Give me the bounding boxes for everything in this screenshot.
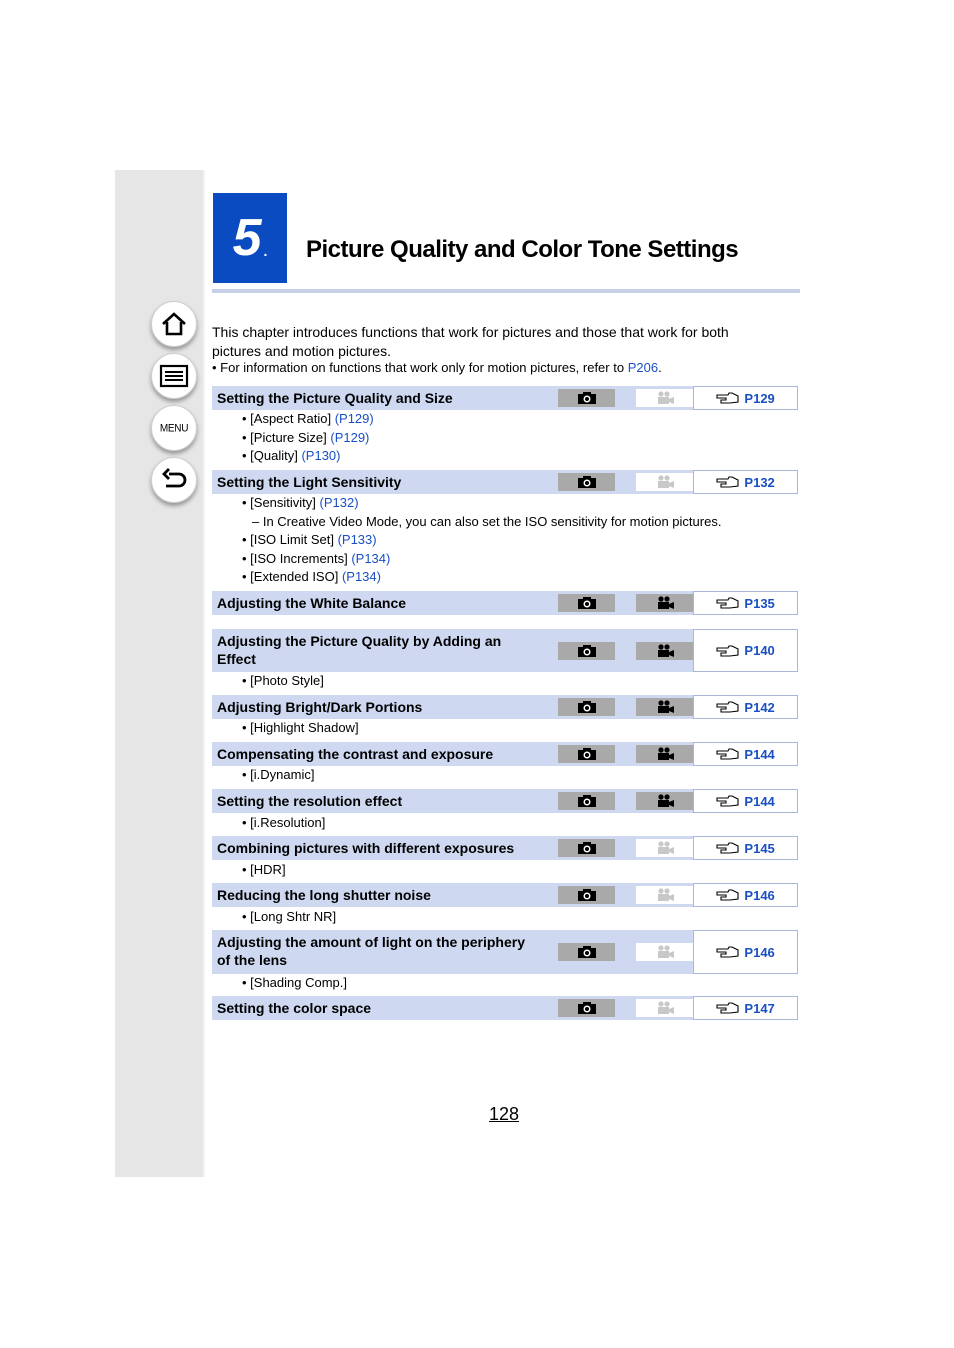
list-item (242, 551, 390, 566)
page-reference-text: P132 (744, 474, 775, 490)
section-title (212, 629, 556, 672)
list-item-link[interactable]: (P134) (341, 569, 381, 584)
list-item-label: • [ISO Increments] (242, 551, 352, 566)
section-title (212, 470, 556, 494)
camera-icon (577, 596, 597, 610)
mode-icons (556, 695, 693, 719)
page-reference-text: P142 (744, 699, 775, 715)
page-reference-icon (716, 945, 740, 959)
page-reference-icon (716, 700, 740, 714)
section-header-row (212, 836, 798, 860)
page-reference-icon (716, 888, 740, 902)
list-item-link[interactable]: (P129) (330, 430, 370, 445)
camera-icon (577, 391, 597, 405)
video-camera-icon (655, 475, 675, 489)
video-mode-indicator (636, 745, 693, 763)
video-mode-indicator (636, 594, 693, 612)
photo-mode-indicator (558, 999, 615, 1017)
list-item-label: – In Creative Video Mode, you can also set the ISO sensitivity for motion pictures. (252, 514, 722, 529)
mode-icons (556, 742, 693, 766)
page-reference-icon (716, 596, 740, 610)
page-reference-icon (716, 841, 740, 855)
list-item-label: • [Aspect Ratio] (242, 411, 335, 426)
camera-icon (577, 475, 597, 489)
list-item-link[interactable]: (P133) (337, 532, 377, 547)
list-item (242, 532, 377, 547)
sub-note (252, 514, 721, 529)
list-item (242, 720, 359, 735)
video-mode-indicator (636, 792, 693, 810)
video-camera-icon (655, 841, 675, 855)
video-camera-icon (655, 945, 675, 959)
page-reference-link[interactable] (693, 742, 798, 766)
photo-mode-indicator (558, 745, 615, 763)
list-item-label: • [HDR] (242, 862, 286, 877)
intro-note (212, 360, 662, 375)
list-item-link[interactable]: (P134) (351, 551, 391, 566)
page-reference-link[interactable] (693, 695, 798, 719)
mode-icons (556, 930, 693, 974)
video-camera-icon (655, 888, 675, 902)
section-title-text: Setting the Picture Quality and Size (217, 390, 453, 406)
page-reference-text: P140 (744, 643, 775, 658)
camera-icon (577, 841, 597, 855)
list-item (242, 411, 374, 426)
list-item (242, 495, 359, 510)
section-title-text: Combining pictures with different exposures (217, 840, 515, 856)
page-reference-text: P144 (744, 746, 775, 762)
list-item-label: • [Sensitivity] (242, 495, 320, 510)
list-item (242, 815, 325, 830)
camera-icon (577, 794, 597, 808)
video-mode-indicator (636, 943, 693, 961)
section-title (212, 930, 556, 974)
page-reference-link[interactable] (693, 470, 798, 494)
chapter-title: Picture Quality and Color Tone Settings (306, 236, 739, 263)
video-camera-icon (655, 794, 675, 808)
page-reference-link[interactable] (693, 591, 798, 615)
page-reference-icon (716, 475, 740, 489)
section-title (212, 789, 556, 813)
section-header-row (212, 386, 798, 410)
list-item (242, 975, 347, 990)
section-title (212, 742, 556, 766)
intro-note-link[interactable]: P206 (627, 360, 659, 375)
list-item-label: • [ISO Limit Set] (242, 532, 338, 547)
list-item (242, 448, 341, 463)
video-mode-indicator (636, 642, 693, 660)
section-title (212, 386, 556, 410)
page-reference-link[interactable] (693, 789, 798, 813)
video-camera-icon (655, 747, 675, 761)
video-mode-indicator (636, 839, 693, 857)
video-mode-indicator (636, 389, 693, 407)
section-title-text: Setting the color space (217, 1000, 372, 1016)
page-reference-icon (716, 391, 740, 405)
section-title (212, 836, 556, 860)
section-header-row (212, 996, 798, 1020)
section-header-row (212, 789, 798, 813)
photo-mode-indicator (558, 792, 615, 810)
page-reference-text: P147 (744, 1000, 775, 1016)
page-reference-link[interactable] (693, 629, 798, 672)
intro-line-2: pictures and motion pictures. (212, 343, 391, 359)
camera-icon (577, 747, 597, 761)
section-header-row (212, 591, 798, 615)
section-header-row (212, 629, 798, 672)
list-item-label: • [Shading Comp.] (242, 975, 347, 990)
section-header-row (212, 470, 798, 494)
chapter-number: 5 (232, 209, 262, 267)
section-title-text: Adjusting the White Balance (217, 595, 407, 611)
photo-mode-indicator (558, 698, 615, 716)
video-camera-icon (655, 700, 675, 714)
page-reference-link[interactable] (693, 836, 798, 860)
page-reference-text: P129 (744, 390, 775, 406)
page-reference-link[interactable] (693, 883, 798, 907)
intro-note-suffix: . (658, 360, 662, 375)
section-title-text: Reducing the long shutter noise (217, 887, 431, 903)
page-reference-icon (716, 644, 740, 658)
page-reference-link[interactable] (693, 386, 798, 410)
section-title-text: Compensating the contrast and exposure (217, 746, 494, 762)
section-title-text: Setting the Light Sensitivity (217, 474, 402, 490)
section-title (212, 996, 556, 1020)
photo-mode-indicator (558, 839, 615, 857)
page-reference-link[interactable] (693, 930, 798, 974)
chapter-number-dot: . (263, 243, 268, 259)
list-item (242, 862, 286, 877)
list-item-link[interactable]: (P130) (301, 448, 341, 463)
title-divider (212, 289, 800, 293)
intro-note-text: • For information on functions that work only for motion pictures, refer to (212, 360, 628, 375)
page-reference-icon (716, 794, 740, 808)
list-item (242, 430, 369, 445)
section-title (212, 591, 556, 615)
menu-button[interactable] (151, 405, 197, 451)
video-camera-icon (655, 1001, 675, 1015)
video-mode-indicator (636, 999, 693, 1017)
list-item-label: • [Highlight Shadow] (242, 720, 359, 735)
list-item-link[interactable]: (P129) (334, 411, 374, 426)
page-number: 128 (489, 1104, 520, 1124)
section-title-text: Adjusting the amount of light on the periphery (217, 934, 525, 950)
mode-icons (556, 386, 693, 410)
section-header-row (212, 930, 798, 974)
list-item-label: • [Photo Style] (242, 673, 324, 688)
video-mode-indicator (636, 698, 693, 716)
photo-mode-indicator (558, 594, 615, 612)
section-title-text-line2: of the lens (217, 952, 288, 968)
photo-mode-indicator (558, 886, 615, 904)
back-arrow-icon (160, 466, 188, 494)
section-title-text: Setting the resolution effect (217, 793, 403, 809)
menu-label: MENU (159, 421, 189, 435)
list-item-label: • [i.Resolution] (242, 815, 326, 830)
list-icon (159, 363, 189, 389)
camera-icon (577, 888, 597, 902)
photo-mode-indicator (558, 642, 615, 660)
mode-icons (556, 836, 693, 860)
video-camera-icon (655, 391, 675, 405)
video-camera-icon (655, 644, 675, 658)
contents-button[interactable] (151, 353, 197, 399)
page-reference-text: P146 (744, 944, 775, 960)
list-item-label: • [Picture Size] (242, 430, 331, 445)
page-reference-icon (716, 1001, 740, 1015)
camera-icon (577, 644, 597, 658)
page-reference-text: P146 (744, 887, 775, 903)
page-reference-text: P145 (744, 840, 775, 856)
list-item-link[interactable]: (P132) (319, 495, 359, 510)
video-mode-indicator (636, 886, 693, 904)
photo-mode-indicator (558, 473, 615, 491)
camera-icon (577, 700, 597, 714)
mode-icons (556, 629, 693, 672)
page-reference-text: P135 (744, 595, 775, 611)
list-item (242, 767, 314, 782)
page-reference-icon (716, 747, 740, 761)
section-title (212, 883, 556, 907)
camera-icon (577, 945, 597, 959)
section-title-text-line2: Effect (217, 651, 256, 667)
section-header-row (212, 695, 798, 719)
mode-icons (556, 591, 693, 615)
section-title (212, 695, 556, 719)
photo-mode-indicator (558, 389, 615, 407)
mode-icons (556, 789, 693, 813)
video-camera-icon (655, 596, 675, 610)
section-title-text: Adjusting the Picture Quality by Adding an (217, 633, 502, 649)
mode-icons (556, 470, 693, 494)
list-item (242, 673, 324, 688)
list-item-label: • [Extended ISO] (242, 569, 342, 584)
intro-line-1: This chapter introduces functions that work for pictures and those that work for both (212, 324, 729, 340)
list-item-label: • [Quality] (242, 448, 302, 463)
page-reference-link[interactable] (693, 996, 798, 1020)
section-header-row (212, 742, 798, 766)
photo-mode-indicator (558, 943, 615, 961)
mode-icons (556, 883, 693, 907)
list-item-label: • [Long Shtr NR] (242, 909, 337, 924)
list-item (242, 569, 381, 584)
mode-icons (556, 996, 693, 1020)
list-item-label: • [i.Dynamic] (242, 767, 315, 782)
chapter-number-box (213, 193, 287, 283)
home-button[interactable] (151, 301, 197, 347)
home-icon (160, 310, 188, 338)
section-header-row (212, 883, 798, 907)
list-item (242, 909, 336, 924)
back-button[interactable] (151, 457, 197, 503)
section-title-text: Adjusting Bright/Dark Portions (217, 699, 423, 715)
video-mode-indicator (636, 473, 693, 491)
page-reference-text: P144 (744, 793, 775, 809)
camera-icon (577, 1001, 597, 1015)
